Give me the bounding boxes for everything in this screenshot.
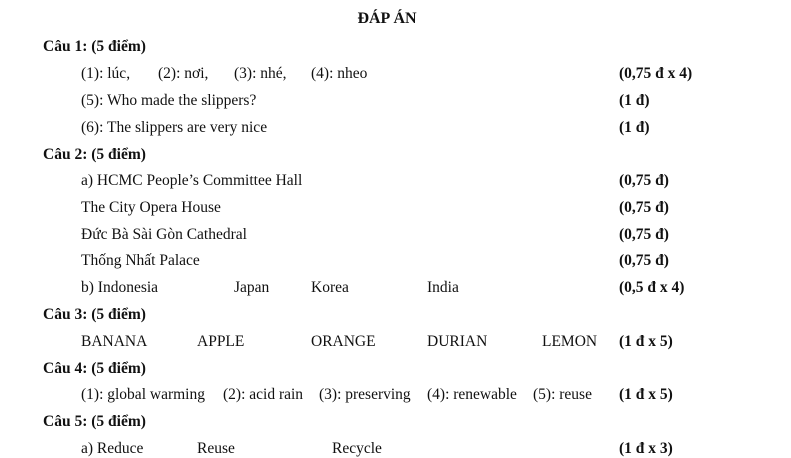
q5-answer-1: a) Reduce [81,440,144,457]
q4-score: (1 đ x 5) [619,386,673,403]
q2-place-3: Đức Bà Sài Gòn Cathedral [81,226,247,243]
q1-blank-1: (1): lúc, [81,65,131,82]
q5-score: (1 đ x 3) [619,440,673,457]
q1-answer-5-score: (1 đ) [619,92,650,109]
q2-place-3-score: (0,75 đ) [619,226,669,243]
q3-fruit-4: DURIAN [427,333,488,350]
question-4-heading: Câu 4: (5 điểm) [43,360,146,377]
q3-fruit-2: APPLE [197,333,245,350]
q2-place-4: Thống Nhất Palace [81,252,200,269]
q2-countries-score: (0,5 đ x 4) [619,279,685,296]
q4-answer-1: (1): global warming [81,386,205,403]
document-title: ĐÁP ÁN [357,10,417,27]
question-3-heading: Câu 3: (5 điểm) [43,306,146,323]
q4-answer-3: (3): preserving [319,386,411,403]
q4-answer-5: (5): reuse [533,386,592,403]
q3-score: (1 đ x 5) [619,333,673,350]
question-5-heading: Câu 5: (5 điểm) [43,413,146,430]
q1-blank-2: (2): nơi, [158,65,209,82]
q2-country-3: Korea [311,279,349,296]
q2-place-1: a) HCMC People’s Committee Hall [81,172,303,189]
q2-place-1-score: (0,75 đ) [619,172,669,189]
q4-answer-4: (4): renewable [427,386,517,403]
q3-fruit-5: LEMON [542,333,598,350]
q5-answer-2: Reuse [197,440,235,457]
q2-place-2: The City Opera House [81,199,221,216]
q1-answer-5: (5): Who made the slippers? [81,92,257,109]
q2-country-1: b) Indonesia [81,279,159,296]
q1-blanks-score: (0,75 đ x 4) [619,65,693,82]
question-1-heading: Câu 1: (5 điểm) [43,38,146,55]
q5-answer-3: Recycle [332,440,382,457]
q2-country-2: Japan [234,279,270,296]
q2-place-2-score: (0,75 đ) [619,199,669,216]
q1-answer-6: (6): The slippers are very nice [81,119,268,136]
q1-answer-6-score: (1 đ) [619,119,650,136]
question-2-heading: Câu 2: (5 điểm) [43,146,146,163]
q2-country-4: India [427,279,459,296]
q3-fruit-1: BANANA [81,333,148,350]
q4-answer-2: (2): acid rain [223,386,304,403]
q2-place-4-score: (0,75 đ) [619,252,669,269]
q3-fruit-3: ORANGE [311,333,376,350]
q1-blank-3: (3): nhé, [234,65,287,82]
q1-blank-4: (4): nheo [311,65,368,82]
